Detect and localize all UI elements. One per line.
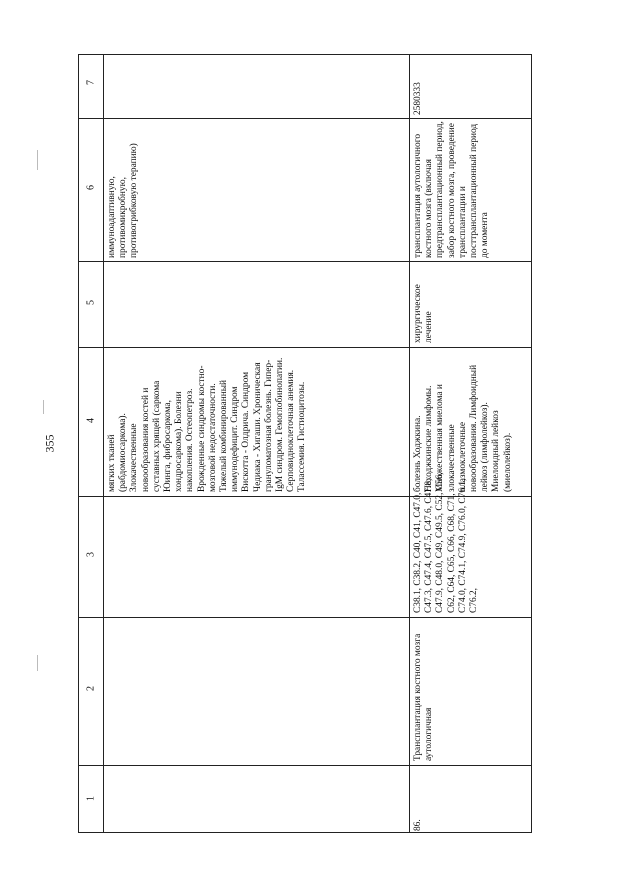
column-divider: [79, 261, 531, 262]
treatment-type-cell: хирургическое лечение: [413, 284, 435, 343]
continuation-method-cell: иммуноадаптивную, противомикробную, противогрибковую терапию): [107, 143, 140, 258]
scan-mark: [43, 400, 44, 414]
scan-mark: [37, 150, 38, 170]
column-divider: [79, 617, 531, 618]
method-cell: трансплантация аутологичного костного мозга (включая предтрансплантационный период, забор костного мозга, проведение трансплантации и посттрансплантационный период до момента: [413, 121, 491, 258]
continuation-diagnosis-cell: мягких тканей (рабдомиосаркома). Злокачественные новообразования костей и суставных хрящей (саркома Юинга, фибросаркома, хондросаркома). Болезни накопления. Остеопетроз. Врожденные синдромы костно-мозговой недостаточности. Тяжелый комбинированный иммунодефицит. Синдром Вискотта - Олдрича. Синдром Чедиака - Хигаши. Хроническая грануломатозная болезнь. Гипер-IgM синдром. Гемоглобинопатии. Серповидноклеточная анемия. Талассемия. Гистиоцитозы.: [107, 357, 308, 492]
medical-services-table: [78, 54, 532, 833]
service-name-cell: Трансплантация костного мозга аутологичная: [413, 633, 435, 761]
header-col-1: 1: [85, 796, 97, 801]
column-divider: [79, 347, 531, 348]
header-row-divider: [103, 55, 104, 832]
header-col-4: 4: [85, 418, 97, 423]
row-divider: [409, 55, 410, 832]
header-col-3: 3: [85, 552, 97, 557]
scan-mark: [37, 655, 38, 671]
row-number: 86.: [413, 819, 423, 831]
header-col-6: 6: [85, 185, 97, 190]
page-number: 355: [42, 434, 57, 453]
cost-cell: 2580333: [413, 82, 423, 115]
icd-codes-cell: C38.1, C38.2, C40, C41, C47.0, C47.3, C47.4, C47.5, C47.6, C47.8, C47.9, C48.0, C49, C49.5, C52, C56, C62, C64, C65, C66, C68, C71, C74.0, C74.1, C74.9, C76.0, C76.1, C76.2,: [413, 472, 480, 613]
column-divider: [79, 765, 531, 766]
header-col-5: 5: [85, 300, 97, 305]
header-col-7: 7: [85, 80, 97, 85]
header-col-2: 2: [85, 686, 97, 691]
diagnosis-cell: болезнь Ходжкина. Неходжкинские лимфомы. Множественная миелома и злокачественные плазмоклеточные новообразования. Лимфоидный лейкоз (лимфолейкоз). Миелоидный лейкоз (миелолейкоз).: [413, 364, 513, 492]
